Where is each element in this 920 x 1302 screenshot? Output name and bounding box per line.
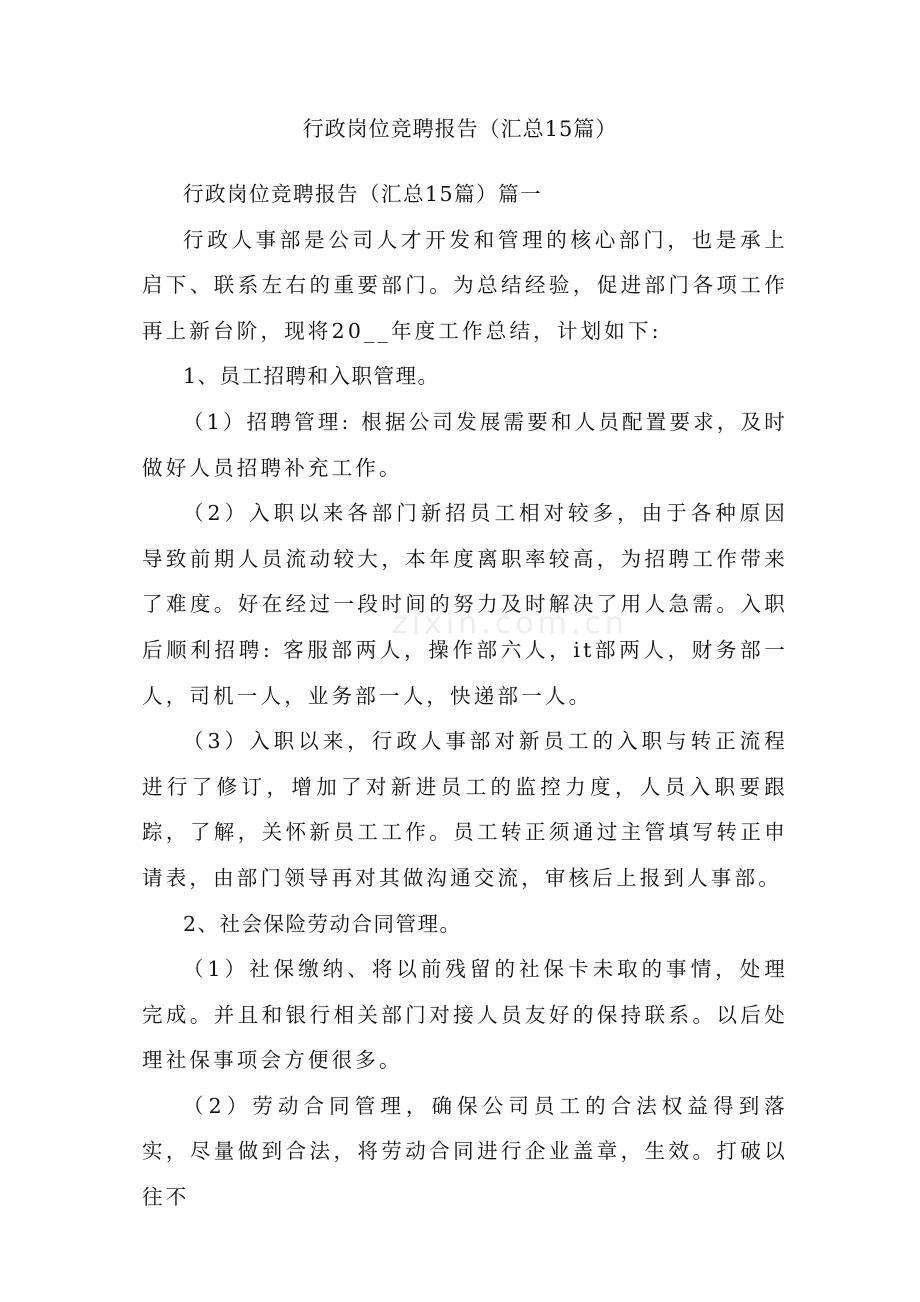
paragraph-intro: 行政人事部是公司人才开发和管理的核心部门，也是承上启下、联系左右的重要部门。为总结经验，促进部门各项工作再上新台阶，现将20__年度工作总结，计划如下: bbox=[142, 227, 788, 343]
watermark-text: zixin.com.cn bbox=[392, 606, 628, 641]
document-body bbox=[142, 172, 788, 1221]
paragraph-recruitment-2: （2）入职以来各部门新招员工相对较多，由于各种原因导致前期人员流动较大，本年度离职率较高，为招聘工作带来了难度。好在经过一段时间的努力及时解决了用人急需。入职后顺利招聘: 客服部两人，操作部六人，it部两人，财务部一人，司机一人，业务部一人，快递部一人。 bbox=[142, 501, 788, 708]
document-title: 行政岗位竞聘报告（汇总15篇） bbox=[302, 117, 618, 141]
item-heading-social-insurance: 2、社会保险劳动合同管理。 bbox=[183, 911, 462, 936]
paragraph-recruitment-3: （3）入职以来，行政人事部对新员工的入职与转正流程进行了修订，增加了对新进员工的监控力度，人员入职要跟踪，了解，关怀新员工工作。员工转正须通过主管填写转正申请表，由部门领导再对其做沟通交流，审核后上报到人事部。 bbox=[142, 729, 788, 890]
item-heading-recruitment: 1、员工招聘和入职管理。 bbox=[183, 364, 440, 389]
paragraph-social-insurance-1: （1）社保缴纳、将以前残留的社保卡未取的事情，处理完成。并且和银行相关部门对接人员友好的保持联系。以后处理社保事项会方便很多。 bbox=[142, 957, 788, 1073]
section-heading: 行政岗位竞聘报告（汇总15篇）篇一 bbox=[183, 182, 543, 206]
paragraph-social-insurance-2: （2）劳动合同管理，确保公司员工的合法权益得到落实，尽量做到合法，将劳动合同进行企业盖章，生效。打破以往不 bbox=[142, 1093, 788, 1210]
paragraph-recruitment-1: （1）招聘管理: 根据公司发展需要和人员配置要求，及时做好人员招聘补充工作。 bbox=[142, 409, 788, 480]
